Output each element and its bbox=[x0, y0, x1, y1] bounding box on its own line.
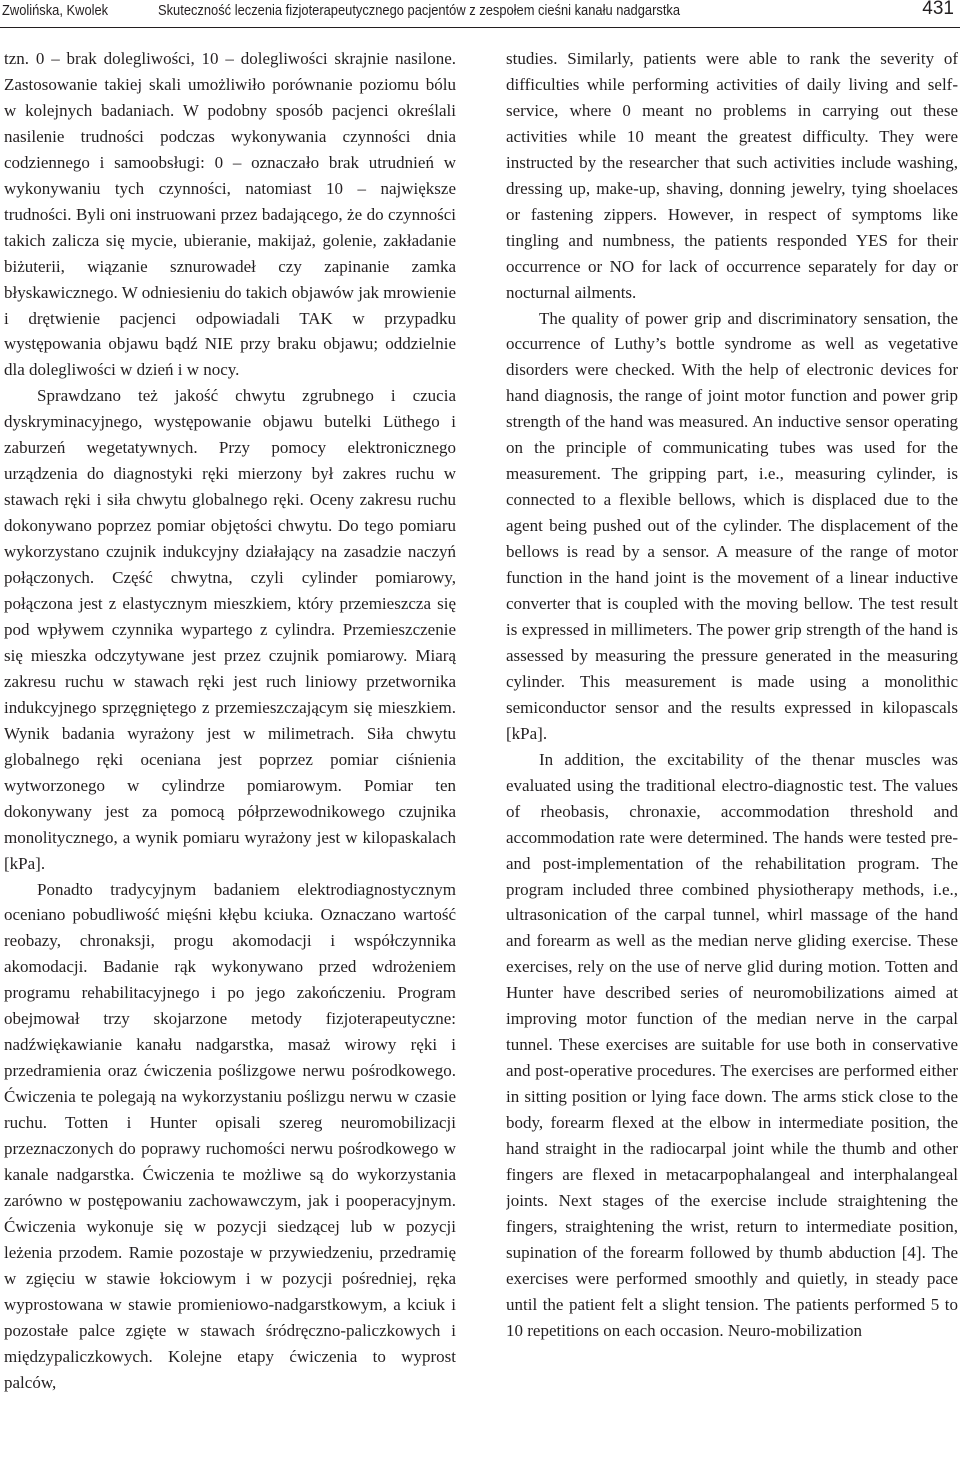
header-authors: Zwolińska, Kwolek bbox=[2, 2, 109, 19]
header-title: Skuteczność leczenia fizjoterapeutycznego pacjentów z zespołem cieśni kanału nadgarstka bbox=[158, 2, 681, 19]
paragraph: tzn. 0 – brak dolegliwości, 10 – dolegliwości skrajnie nasilone. Zastosowanie takiej skali umożliwiło porównanie poziomu bólu w kolejnych badaniach. W podobny sposób pacjenci określali nasilenie trudności podczas wykonywania czynności dnia codziennego i samoobsługi: 0 – oznaczało brak utrudnień w wykonywaniu tych czynności, natomiast 10 – największe trudności. Byli oni instruowani przez badającego, że do czynności takich zalicza się mycie, ubieranie, makijaż, golenie, zakładanie biżuterii, wiązanie sznurowadeł czy zapinanie zamka błyskawicznego. W odniesieniu do takich objawów jak mrowienie i drętwienie pacjenci odpowiadali TAK w przypadku występowania objawu bądź NIE przy braku objawu; oddzielnie dla dolegliwości w dzień i w nocy. bbox=[4, 49, 456, 380]
running-header bbox=[0, 0, 960, 22]
header-rule bbox=[0, 27, 960, 28]
right-column-english bbox=[506, 46, 958, 1476]
paragraph: The quality of power grip and discriminatory sensation, the occurrence of Luthy’s bottle syndrome as well as vegetative disorders were checked. With the help of electronic devices for hand diagnosis, the range of joint motor function and power grip strength of the hand was measured. An inductive sensor operating on the principle of communicating tubes was used for the measurement. The gripping part, i.e., measuring cylinder, is connected to a flexible bellows, which is displaced due to the agent being pushed out of the cylinder. The displacement of the bellows is read by a sensor. A measure of the range of motor function in the hand joint is the movement of a linear inductive converter that is coupled with the moving bellow. The test result is expressed in millimeters. The power grip strength of the hand is assessed by measuring the pressure generated in the measuring cylinder. This measurement is made using a monolithic semiconductor sensor and the results expressed in kilopascals [kPa]. bbox=[506, 308, 958, 743]
left-column-polish bbox=[4, 46, 456, 1476]
paragraph: In addition, the excitability of the thenar muscles was evaluated using the traditional electro-diagnostic test. The values of rheobasis, chronaxie, accommodation threshold and accommodation rate were determined. The hands were tested pre- and post-implementation of the rehabilitation program. The program included three combined physiotherapy methods, i.e., ultrasonication of the carpal tunnel, whirl massage of the hand and forearm as well as the median nerve gliding exercise. These exercises, rely on the use of nerve glid during motion. Totten and Hunter have described series of neuromobilizations aimed at improving motor function of the median nerve in the carpal tunnel. These exercises are suitable for use both in conservative and post-operative procedures. The exercises are performed either in sitting position or lying face down. The arms stick close to the body, forearm flexed at the elbow in intermediate position, the hand straight in the radiocarpal joint while the thumb and other fingers are flexed in metacarpophalangeal and interphalangeal joints. Next stages of the exercise include straightening the fingers, straightening the wrist, return to intermediate position, supination of the forearm followed by thumb abduction [4]. The exercises were performed smoothly and quietly, in steady pace until the patient felt a slight tension. The patients performed 5 to 10 repetitions on each occasion. Neuro-mobilization bbox=[506, 749, 958, 1340]
paragraph: Ponadto tradycyjnym badaniem elektrodiagnostycznym oceniano pobudliwość mięśni kłębu kciuka. Oznaczano wartość reobazy, chronaksji, progu akomodacji i współczynnika akomodacji. Badanie rąk wykonywano przed wdrożeniem programu rehabilitacyjnego i po jego zakończeniu. Program obejmował trzy skojarzone metody fizjoterapeutyczne: nadźwiękawianie kanału nadgarstka, masaż wirowy ręki i przedramienia oraz ćwiczenia poślizgowe nerwu pośrodkowego. Ćwiczenia te polegają na wykorzystaniu poślizgu nerwu w czasie ruchu. Totten i Hunter opisali szereg neuromobilizacji przeznaczonych do poprawy ruchomości nerwu pośrodkowego w kanale nadgarstka. Ćwiczenia te możliwe są do wykorzystania zarówno w postępowaniu zachowawczym, jak i pooperacyjnym. Ćwiczenia wykonuje się w pozycji siedzącej lub w pozycji leżenia przodem. Ramie pozostaje w przywiedzeniu, przedramię w zgięciu w stawie łokciowym i w pozycji pośredniej, ręka wyprostowana w stawie promieniowo-nadgarstkowym, a kciuk i pozostałe palce zgięte w stawach śródręczno-paliczkowych i międzypaliczkowych. Kolejne etapy ćwiczenia to wyprost palców, bbox=[4, 879, 456, 1392]
paragraph: Sprawdzano też jakość chwytu zgrubnego i czucia dyskryminacyjnego, występowanie objawu butelki Lüthego i zaburzeń wegetatywnych. Przy pomocy elektronicznego urządzenia do diagnostyki ręki mierzony był zakres ruchu w stawach ręki i siła chwytu globalnego ręki. Oceny zakresu ruchu dokonywano poprzez pomiar objętości chwytu. Do tego pomiaru wykorzystano czujnik indukcyjny działający na zasadzie naczyń połączonych. Część chwytna, czyli cylinder pomiarowy, połączona jest z elastycznym mieszkiem, który przemieszcza się pod wpływem czynnika wypartego z cylindra. Przemieszczenie się mieszka odczytywane jest przez czujnik pomiarowy. Miarą zakresu ruchu w stawach ręki jest ruch liniowy przetwornika indukcyjnego sprzęgniętego z przemieszczającym się mieszkiem. Wynik badania wyrażony jest w milimetrach. Siła chwytu globalnego ręki oceniana jest poprzez pomiar ciśnienia wytworzonego w cylindrze pomiarowym. Pomiar ten dokonywany jest za pomocą półprzewodnikowego czujnika monolitycznego, a wynik pomiaru wyrażony jest w kilopaskalach [kPa]. bbox=[4, 386, 456, 873]
page-number: 431 bbox=[922, 0, 954, 19]
paragraph: studies. Similarly, patients were able to rank the severity of difficulties while performing activities of daily living and self-service, where 0 meant no problems in carrying out these activities while 10 meant the greatest difficulty. They were instructed by the researcher that such activities include washing, dressing up, make-up, shaving, donning jewelry, tying shoelaces or fastening zippers. However, in respect of symptoms like tingling and numbness, the patients responded YES for their occurrence or NO for lack of occurrence separately for day or nocturnal ailments. bbox=[506, 49, 958, 302]
